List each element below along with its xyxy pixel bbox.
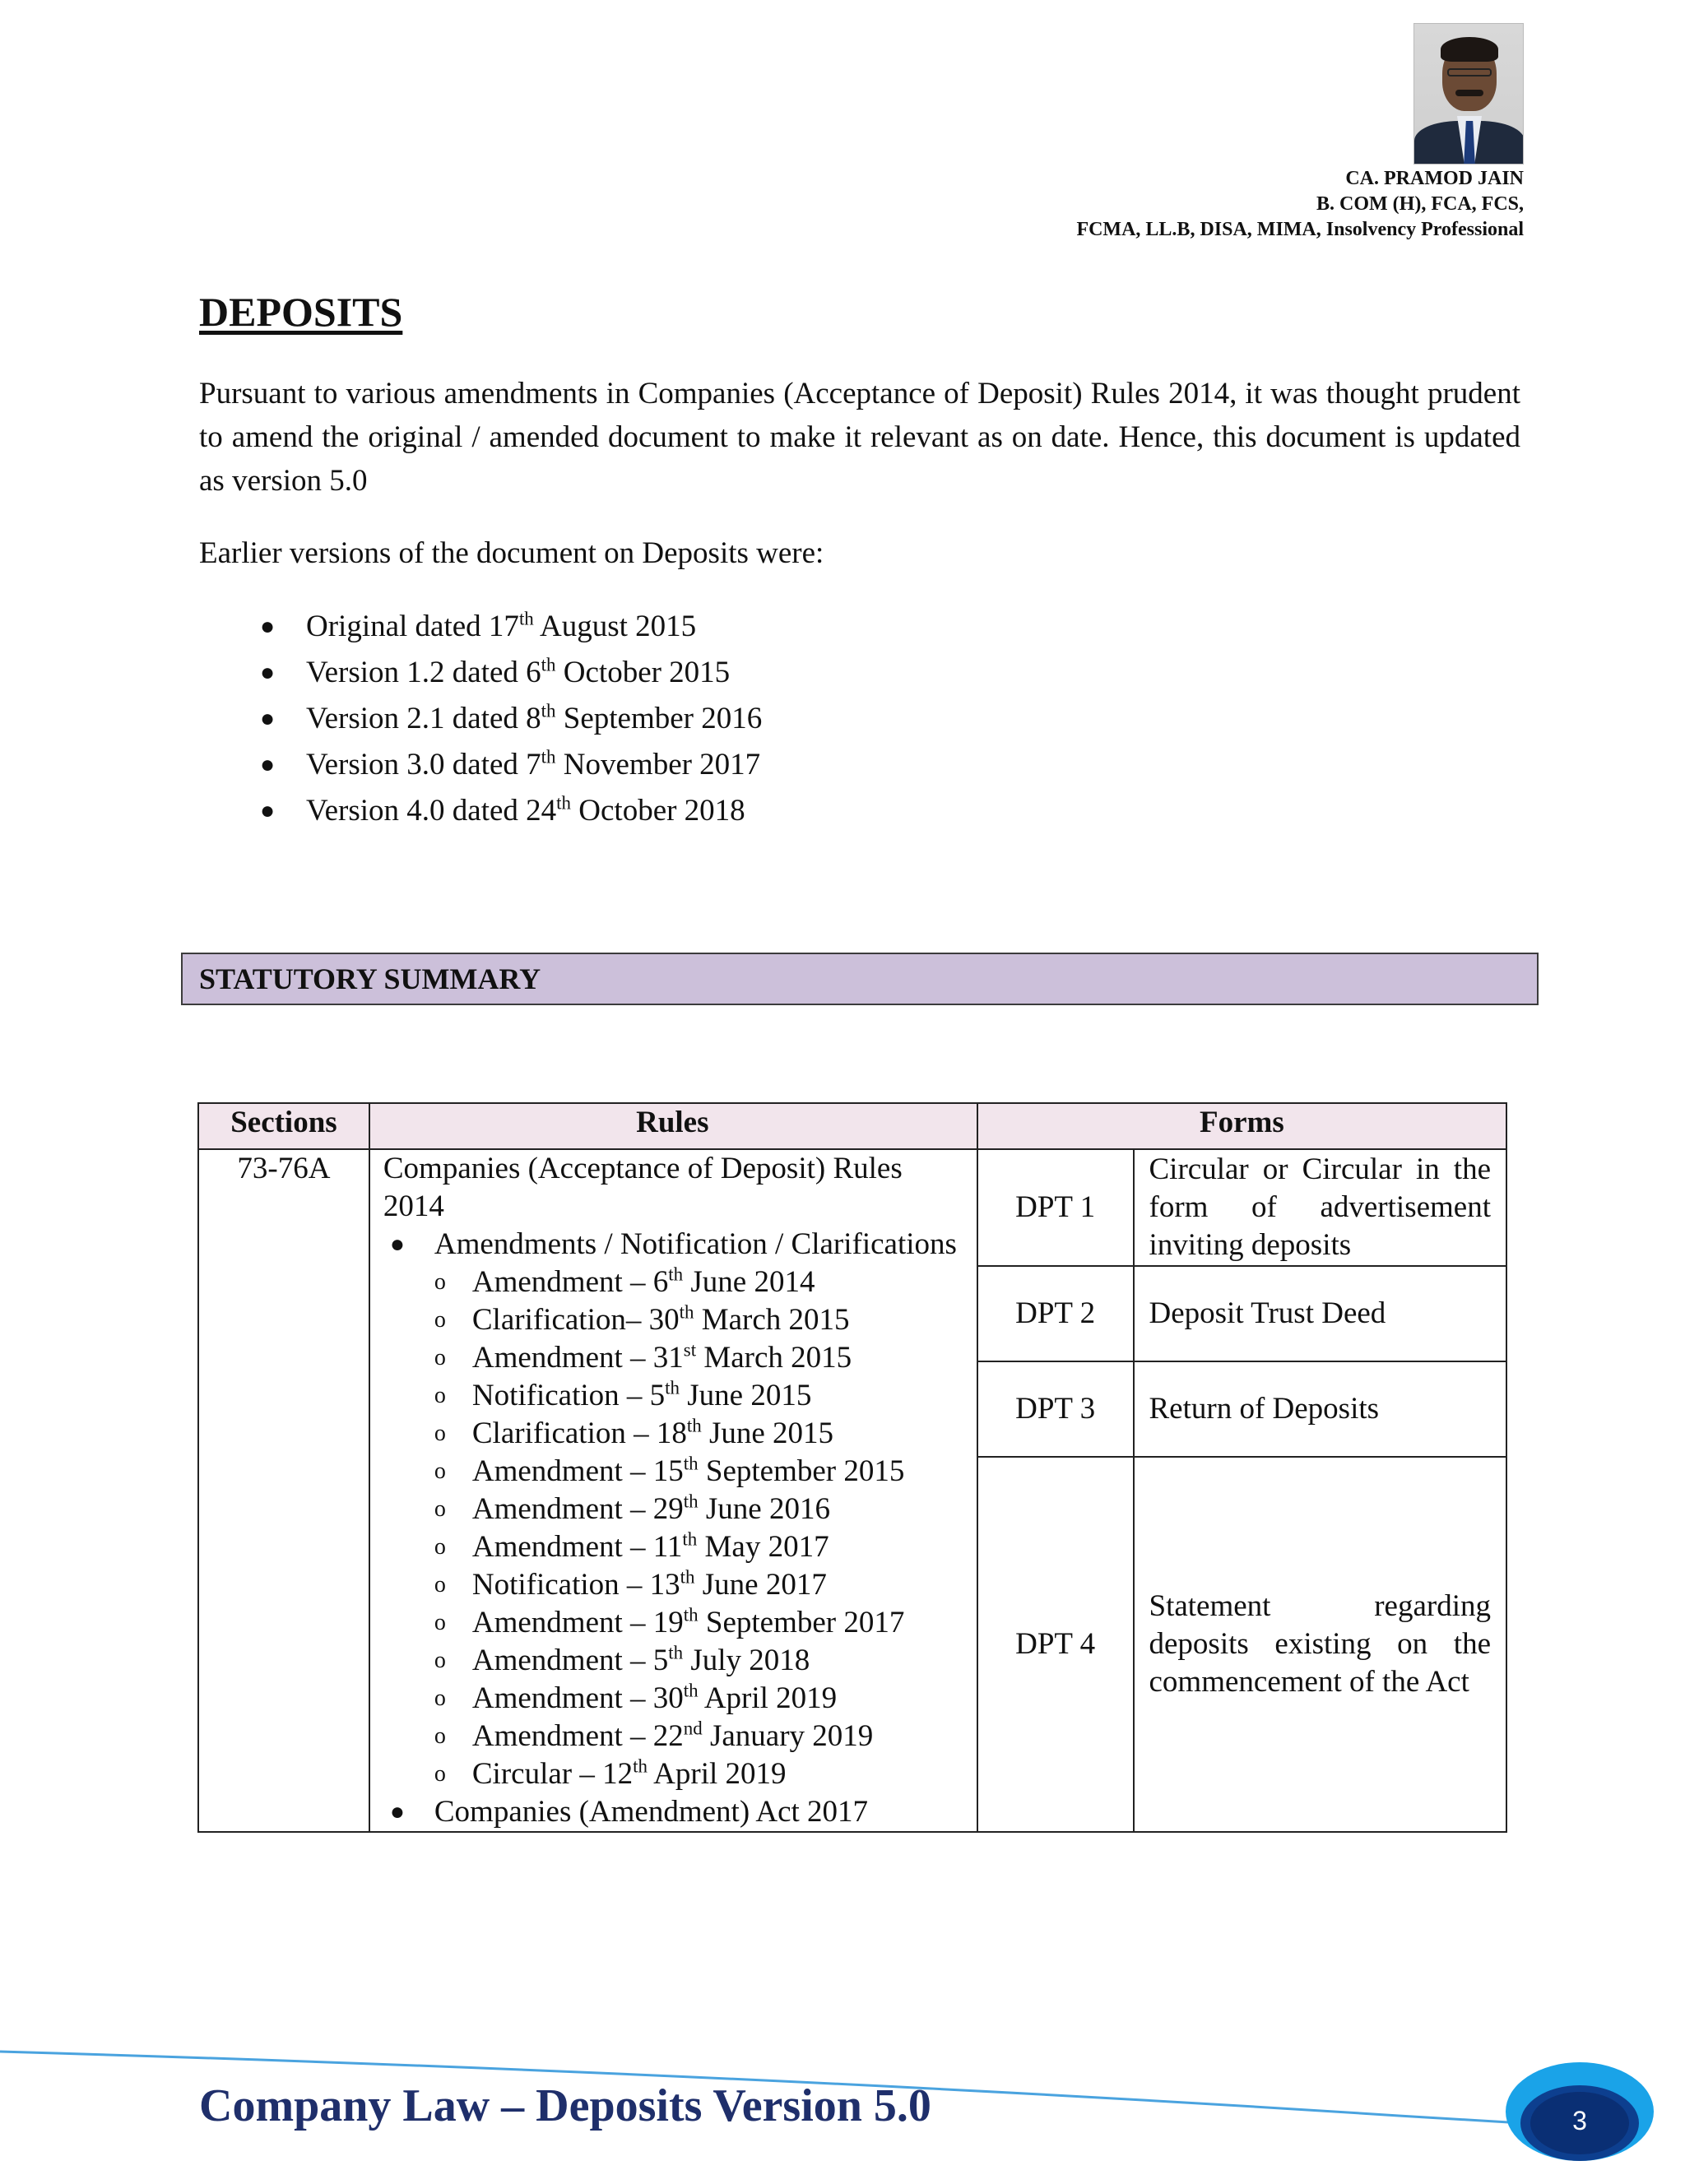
circle-bullet-icon: o — [434, 1761, 446, 1787]
circle-bullet-icon: o — [434, 1648, 446, 1673]
amendment-item: o Amendment – 5th July 2018 — [434, 1642, 962, 1680]
bullet-icon: ● — [260, 613, 276, 640]
form-code: DPT 1 — [977, 1149, 1134, 1266]
earlier-versions-heading: Earlier versions of the document on Deposits were: — [199, 536, 824, 570]
version-item: ● Original dated 17th August 2015 — [199, 604, 762, 650]
circle-bullet-icon: o — [434, 1307, 446, 1333]
header-forms: Forms — [977, 1103, 1506, 1149]
version-item: ● Version 2.1 dated 8th September 2016 — [199, 696, 762, 742]
author-photo — [1413, 23, 1524, 165]
bullet-icon: ● — [260, 705, 276, 732]
form-code: DPT 2 — [977, 1266, 1134, 1361]
intro-paragraph: Pursuant to various amendments in Companies (Acceptance of Deposit) Rules 2014, it was thought prudent to amend the original / amended document to make it relevant as on date. Hence, this document is updated as version 5.0 — [199, 377, 1520, 498]
amendment-item: o Amendment – 11th May 2017 — [434, 1528, 962, 1566]
amendment-item: o Clarification– 30th March 2015 — [434, 1301, 962, 1339]
table-row — [198, 1149, 1506, 1266]
bullet-icon: ● — [389, 1798, 405, 1825]
versions-list — [199, 604, 762, 834]
act-item: Companies (Amendment) Act 2017 — [434, 1795, 869, 1829]
author-qualifications-1: B. COM (H), FCA, FCS, — [1316, 193, 1524, 215]
bullet-icon: ● — [260, 751, 276, 778]
form-code: DPT 3 — [977, 1361, 1134, 1457]
form-code: DPT 4 — [977, 1457, 1134, 1832]
table-header-row — [198, 1103, 1506, 1149]
list-item — [383, 1793, 962, 1831]
amendment-item: o Amendment – 15th September 2015 — [434, 1453, 962, 1491]
version-item: ● Version 4.0 dated 24th October 2018 — [199, 788, 762, 834]
author-name: CA. PRAMOD JAIN — [1345, 168, 1524, 189]
footer-title: Company Law – Deposits Version 5.0 — [199, 2080, 931, 2131]
bullet-icon: ● — [389, 1231, 405, 1258]
amendment-item: o Amendment – 6th June 2014 — [434, 1264, 962, 1301]
section-cell: 73-76A — [198, 1149, 369, 1832]
amendment-item: o Amendment – 19th September 2017 — [434, 1604, 962, 1642]
amendment-item: o Notification – 5th June 2015 — [434, 1377, 962, 1415]
amendment-item: o Amendment – 22nd January 2019 — [434, 1718, 962, 1755]
version-item: ● Version 1.2 dated 6th October 2015 — [199, 650, 762, 696]
circle-bullet-icon: o — [434, 1383, 446, 1408]
form-description: Circular or Circular in the form of advertisement inviting deposits — [1134, 1149, 1507, 1266]
circle-bullet-icon: o — [434, 1458, 446, 1484]
header-sections: Sections — [198, 1103, 369, 1149]
page-title: DEPOSITS — [199, 289, 403, 335]
bullet-icon: ● — [260, 659, 276, 686]
circle-bullet-icon: o — [434, 1421, 446, 1446]
bullet-icon: ● — [260, 797, 276, 824]
amendment-item: o Amendment – 31st March 2015 — [434, 1339, 962, 1377]
page-number: 3 — [1572, 2106, 1587, 2135]
amendments-list — [434, 1264, 962, 1793]
circle-bullet-icon: o — [434, 1269, 446, 1295]
form-description: Statement regarding deposits existing on the commencement of the Act — [1134, 1457, 1507, 1832]
rules-list — [383, 1226, 962, 1831]
rules-title: Companies (Acceptance of Deposit) Rules 2014 — [383, 1152, 903, 1223]
author-block — [1076, 166, 1524, 243]
statutory-summary-table — [197, 1102, 1507, 1833]
statutory-summary-heading: STATUTORY SUMMARY — [181, 953, 1539, 1005]
amendment-item: o Circular – 12th April 2019 — [434, 1755, 962, 1793]
form-description: Return of Deposits — [1134, 1361, 1507, 1457]
circle-bullet-icon: o — [434, 1534, 446, 1560]
amendment-item: o Notification – 13th June 2017 — [434, 1566, 962, 1604]
version-item: ● Version 3.0 dated 7th November 2017 — [199, 742, 762, 788]
author-qualifications-2: FCMA, LL.B, DISA, MIMA, Insolvency Professional — [1076, 219, 1524, 240]
amendments-heading: Amendments / Notification / Clarifications — [434, 1227, 957, 1261]
rules-cell — [369, 1149, 977, 1832]
header-rules: Rules — [369, 1103, 977, 1149]
circle-bullet-icon: o — [434, 1723, 446, 1749]
circle-bullet-icon: o — [434, 1572, 446, 1597]
list-item — [383, 1226, 962, 1793]
circle-bullet-icon: o — [434, 1345, 446, 1370]
circle-bullet-icon: o — [434, 1610, 446, 1635]
circle-bullet-icon: o — [434, 1496, 446, 1522]
amendment-item: o Clarification – 18th June 2015 — [434, 1415, 962, 1453]
amendment-item: o Amendment – 29th June 2016 — [434, 1491, 962, 1528]
form-description: Deposit Trust Deed — [1134, 1266, 1507, 1361]
amendment-item: o Amendment – 30th April 2019 — [434, 1680, 962, 1718]
circle-bullet-icon: o — [434, 1686, 446, 1711]
